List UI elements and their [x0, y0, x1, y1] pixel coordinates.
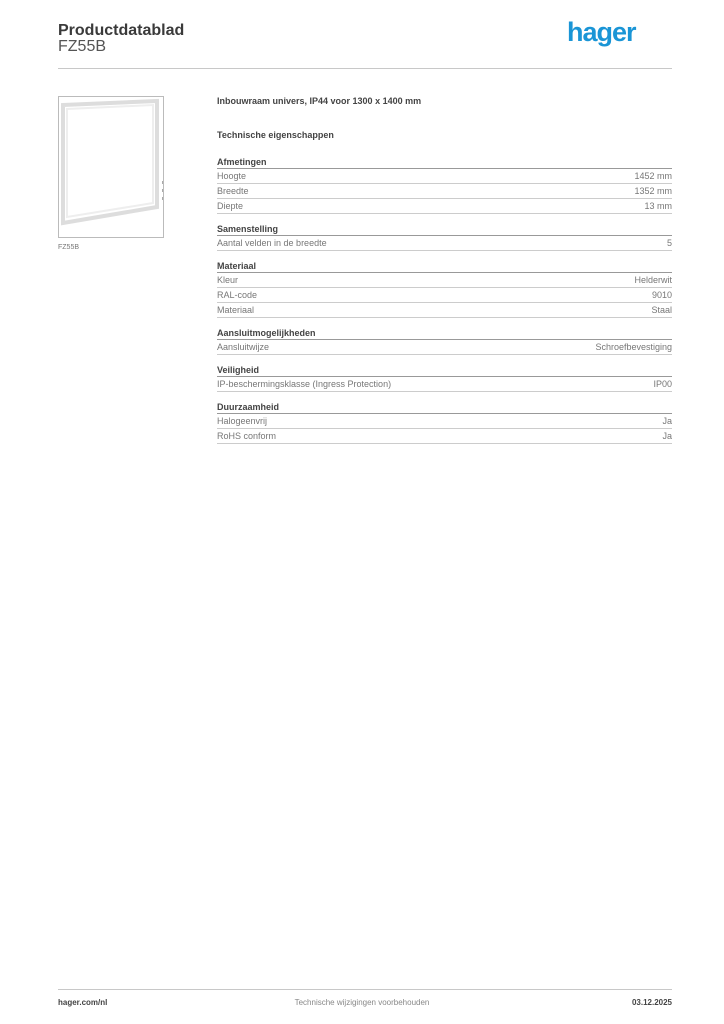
spec-value: Ja — [662, 431, 672, 441]
spec-value: 1352 mm — [634, 186, 672, 196]
hager-logo: hager — [567, 17, 636, 47]
image-caption: FZ55B — [58, 244, 80, 251]
spec-label: Breedte — [217, 186, 249, 196]
spec-value: 9010 — [651, 290, 672, 300]
tech-heading: Technische eigenschappen — [217, 130, 334, 140]
header-divider — [58, 68, 672, 69]
spec-row — [217, 169, 672, 184]
section-title: Duurzaamheid — [217, 401, 672, 414]
spec-row — [217, 429, 672, 444]
product-description: Inbouwraam univers, IP44 voor 1300 x 1400 mm — [217, 96, 422, 106]
section-title: Aansluitmogelijkheden — [217, 327, 672, 340]
spec-section — [217, 156, 672, 214]
spec-value: Helderwit — [634, 275, 672, 285]
spec-value: IP00 — [653, 379, 672, 389]
spec-section — [217, 223, 672, 251]
spec-row — [217, 236, 672, 251]
spec-label: Hoogte — [217, 171, 247, 181]
spec-value: Staal — [651, 305, 672, 315]
spec-section — [217, 364, 672, 392]
spec-label: Kleur — [217, 275, 239, 285]
product-image — [58, 96, 164, 238]
footer-date: 03.12.2025 — [631, 998, 672, 1007]
spec-row — [217, 414, 672, 429]
footer-notice: Technische wijzigingen voorbehouden — [294, 998, 430, 1007]
spec-row — [217, 273, 672, 288]
spec-label: RoHS conform — [217, 431, 277, 441]
spec-row — [217, 303, 672, 318]
product-code: FZ55B — [58, 38, 107, 55]
footer-divider — [58, 989, 672, 990]
section-title: Materiaal — [217, 260, 672, 273]
spec-value: 5 — [666, 238, 672, 248]
section-title: Afmetingen — [217, 156, 672, 169]
spec-row — [217, 199, 672, 214]
spec-row — [217, 184, 672, 199]
spec-label: Materiaal — [217, 305, 255, 315]
spec-label: Diepte — [217, 201, 244, 211]
spec-section — [217, 260, 672, 318]
section-title: Samenstelling — [217, 223, 672, 236]
spec-label: RAL-code — [217, 290, 258, 300]
section-title: Veiligheid — [217, 364, 672, 377]
spec-label: Aansluitwijze — [217, 342, 270, 352]
spec-column — [217, 96, 672, 453]
spec-value: 13 mm — [644, 201, 672, 211]
spec-label: Aantal velden in de breedte — [217, 238, 327, 248]
spec-section — [217, 401, 672, 444]
spec-section — [217, 327, 672, 355]
spec-value: 1452 mm — [634, 171, 672, 181]
footer-website[interactable]: hager.com/nl — [58, 998, 108, 1007]
spec-row — [217, 377, 672, 392]
spec-label: Halogeenvrij — [217, 416, 268, 426]
spec-row — [217, 288, 672, 303]
spec-value: Schroefbevestiging — [595, 342, 672, 352]
spec-row — [217, 340, 672, 355]
spec-value: Ja — [662, 416, 672, 426]
page-title: Productdatablad — [58, 22, 185, 39]
spec-label: IP-beschermingsklasse (Ingress Protection) — [217, 379, 392, 389]
